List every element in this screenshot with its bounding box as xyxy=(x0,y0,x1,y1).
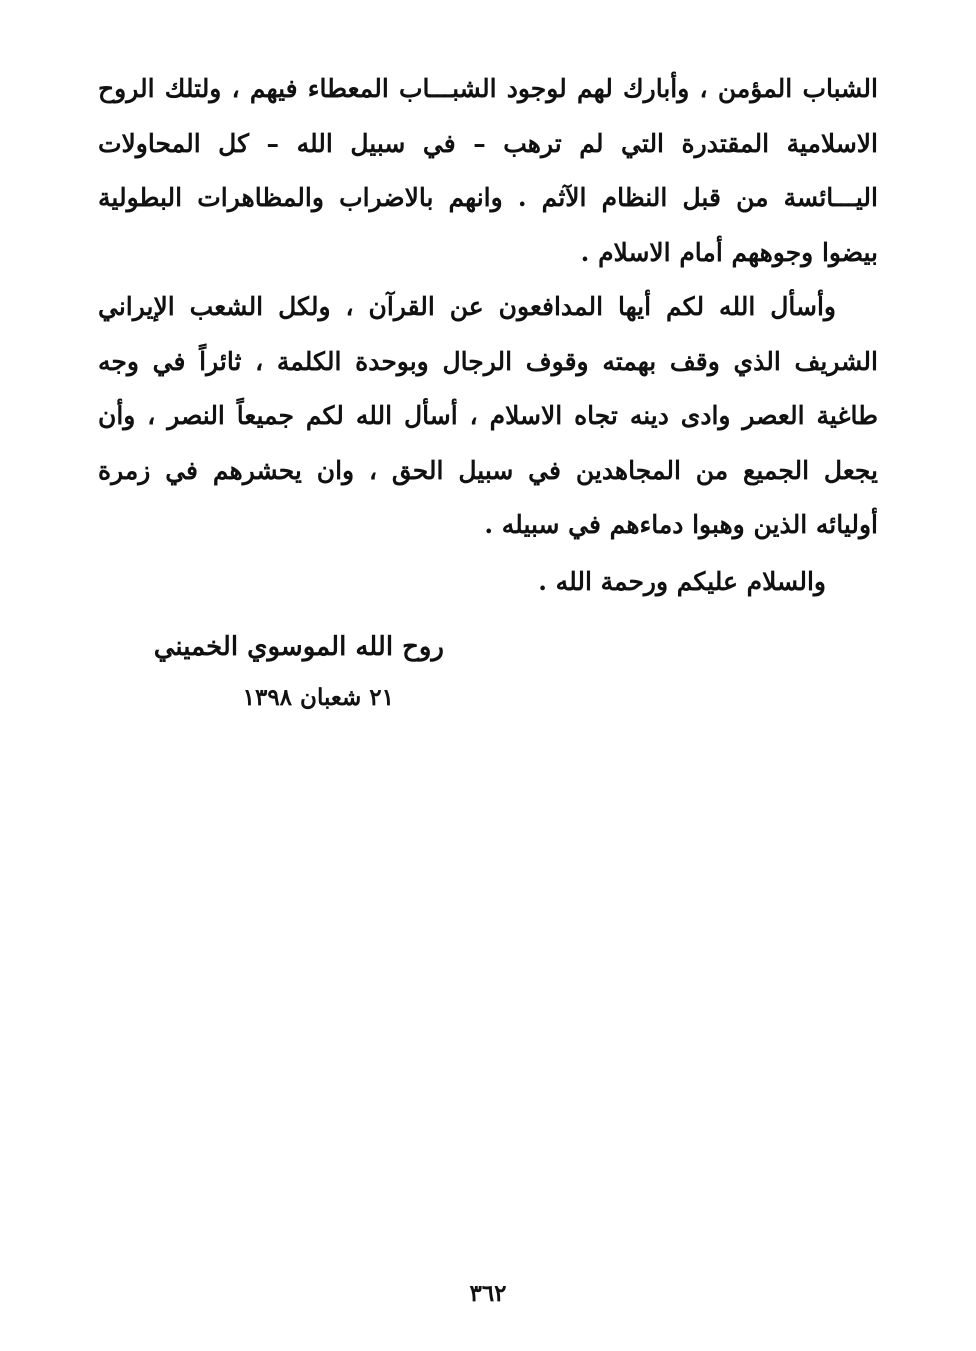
paragraph-youth-and-protests: الشباب المؤمن ، وأبارك لهم لوجود الشبـــاب المعطاء فيهم ، ولتلك الروح الاسلامية المقتدرة التي لم ترهب – في سبيل الله – كل المحاولات اليـــائسة من قبل النظام الآثم . وانهم بالاضراب والمظاهرات البطولية بيضوا وجوههم أمام الاسلام . xyxy=(98,74,878,267)
closing-salutation: والسلام عليكم ورحمة الله . xyxy=(538,566,826,596)
signature-name: روح الله الموسوي الخميني xyxy=(153,632,444,662)
page-number: ٣٦٢ xyxy=(469,1280,507,1307)
signature-date: ٢١ شعبان ١٣٩٨ xyxy=(242,684,394,711)
paragraph-prayer-for-nation: وأسأل الله لكم أيها المدافعون عن القرآن ، ولكل الشعب الإيراني الشريف الذي وقف بهمته وقوف الرجال وبوحدة الكلمة ، ثائراً في وجه طاغية العصر وادى دينه تجاه الاسلام ، أسأل الله لكم جميعاً النصر ، وأن يجعل الجميع من المجاهدين في سبيل الحق ، وان يحشرهم في زمرة أوليائه الذين وهبوا دماءهم في سبيله . xyxy=(98,292,878,539)
letter-body xyxy=(98,62,878,609)
